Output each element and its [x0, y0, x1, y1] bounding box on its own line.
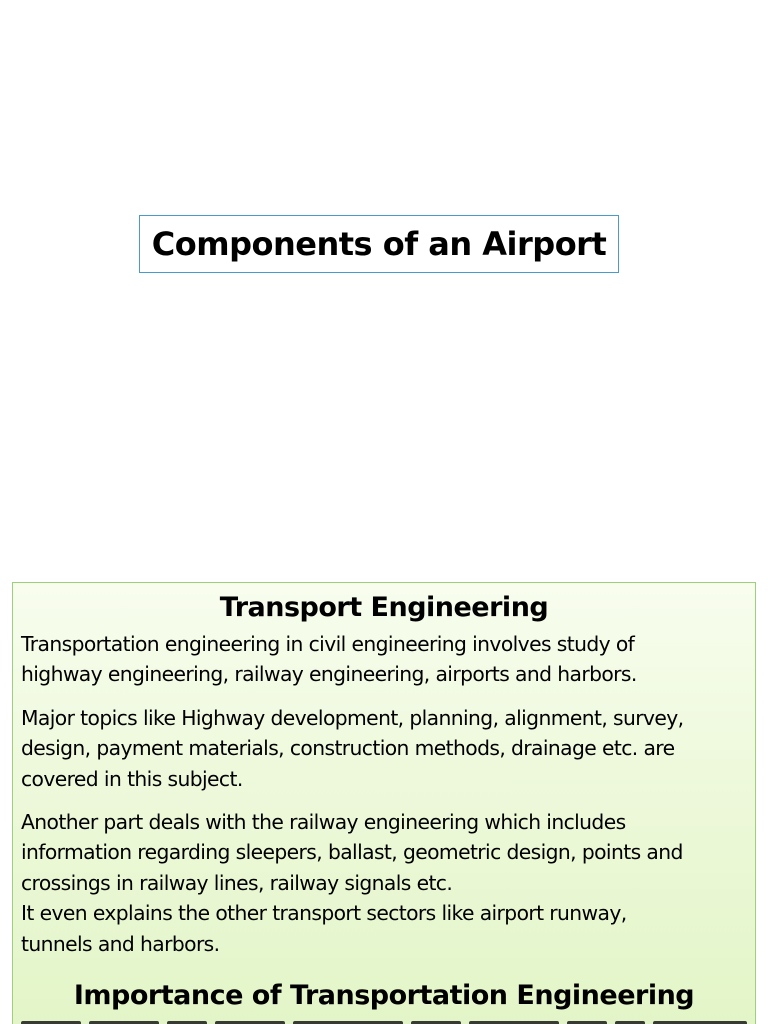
- paragraph-line: crossings in railway lines, railway signals etc.: [21, 870, 453, 895]
- paragraph-line: Major topics like Highway development, planning, alignment, survey,: [21, 706, 684, 730]
- paragraph-line: tunnels and harbors.: [21, 931, 220, 956]
- paragraph-line: Another part deals with the railway engineering which includes: [21, 810, 626, 834]
- section-subheading: Importance of Transportation Engineering: [73, 980, 695, 1011]
- title-box: [139, 215, 619, 273]
- section-heading: Transport Engineering: [219, 592, 549, 623]
- paragraph-2: [21, 703, 749, 794]
- paragraph-line: highway engineering, railway engineering, airports and harbors.: [21, 662, 637, 687]
- paragraph-line: information regarding sleepers, ballast, geometric design, points and: [21, 840, 683, 865]
- paragraph-line: Transportation engineering in civil engineering involves study of: [21, 632, 635, 656]
- paragraph-1: [21, 629, 749, 690]
- paragraph-line: covered in this subject.: [21, 766, 243, 791]
- paragraph-3: [21, 807, 749, 959]
- paragraph-line: It even explains the other transport sectors like airport runway,: [21, 901, 627, 926]
- page-title: Components of an Airport: [151, 225, 607, 263]
- paragraph-line: design, payment materials, construction methods, drainage etc. are: [21, 736, 675, 761]
- content-panel: [12, 582, 756, 1024]
- cut-off-text-line: [21, 1019, 749, 1024]
